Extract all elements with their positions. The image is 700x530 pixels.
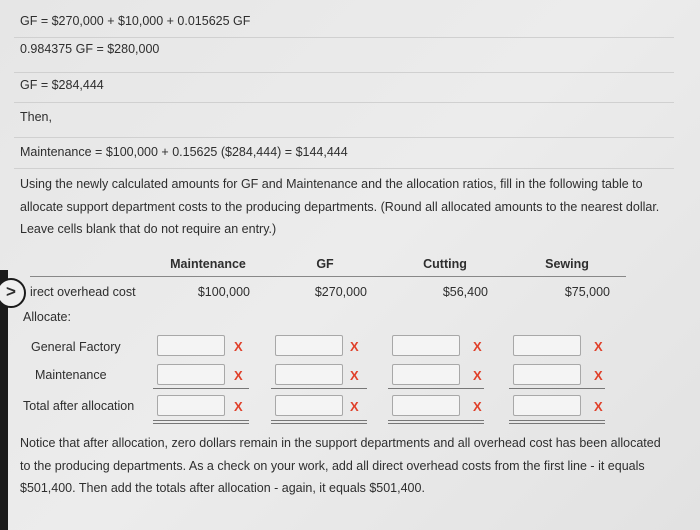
direct-gf: $270,000 [314, 285, 367, 299]
incorrect-x-icon: X [234, 368, 243, 383]
incorrect-x-icon: X [350, 368, 359, 383]
total-maintenance-input[interactable] [157, 395, 225, 416]
equation-line: 0.984375 GF = $280,000 [20, 42, 160, 56]
incorrect-x-icon: X [473, 399, 482, 414]
total-gf-input[interactable] [275, 395, 343, 416]
incorrect-x-icon: X [594, 399, 603, 414]
direct-overhead-label: irect overhead cost [30, 285, 136, 299]
header-maintenance: Maintenance [170, 257, 246, 271]
row-label-maintenance: Maintenance [35, 368, 107, 382]
maintenance-cutting-input[interactable] [392, 364, 460, 385]
header-sewing: Sewing [545, 257, 589, 271]
incorrect-x-icon: X [473, 368, 482, 383]
total-underline [153, 423, 249, 424]
header-gf: GF [316, 257, 334, 271]
then-text: Then, [20, 110, 52, 124]
notice-text: Notice that after allocation, zero dollars remain in the support departments and all overhead cost has been allocated to the producing departments. As a check on your work, add all direct overhead costs from the first line - it equals $501,400. Then add the totals after allocation - again, it equals $501,400. [20, 436, 661, 495]
maintenance-sewing-input[interactable] [513, 364, 581, 385]
total-underline [388, 420, 484, 421]
total-underline [153, 388, 249, 389]
chevron-right-icon[interactable]: > [0, 278, 26, 308]
total-cutting-input[interactable] [392, 395, 460, 416]
row-label-general-factory: General Factory [31, 340, 121, 354]
general-factory-maintenance-input[interactable] [157, 335, 225, 356]
header-cutting: Cutting [423, 257, 467, 271]
general-factory-sewing-input[interactable] [513, 335, 581, 356]
incorrect-x-icon: X [594, 368, 603, 383]
row-label-total: Total after allocation [23, 399, 135, 413]
left-edge [0, 270, 8, 530]
equation-line: GF = $284,444 [20, 78, 104, 92]
incorrect-x-icon: X [350, 339, 359, 354]
maintenance-gf-input[interactable] [275, 364, 343, 385]
total-underline [271, 420, 367, 421]
allocate-label: Allocate: [23, 310, 71, 324]
total-underline [509, 420, 605, 421]
total-underline [388, 423, 484, 424]
incorrect-x-icon: X [350, 399, 359, 414]
instructions: Using the newly calculated amounts for GF and Maintenance and the allocation ratios, fill in the following table to allocate support department costs to the producing departments. (Round all allocated amounts to the nearest dollar. Leave cells blank that do not require an entry.) [20, 177, 660, 236]
total-underline [509, 388, 605, 389]
total-underline [271, 388, 367, 389]
general-factory-cutting-input[interactable] [392, 335, 460, 356]
general-factory-gf-input[interactable] [275, 335, 343, 356]
incorrect-x-icon: X [594, 339, 603, 354]
direct-sewing: $75,000 [564, 285, 610, 299]
maintenance-maintenance-input[interactable] [157, 364, 225, 385]
total-underline [388, 388, 484, 389]
total-underline [271, 423, 367, 424]
header-rule [30, 276, 626, 277]
direct-cutting: $56,400 [442, 285, 488, 299]
equation-line: Maintenance = $100,000 + 0.15625 ($284,444) = $144,444 [20, 145, 348, 159]
incorrect-x-icon: X [234, 399, 243, 414]
total-underline [153, 420, 249, 421]
direct-maintenance: $100,000 [197, 285, 250, 299]
incorrect-x-icon: X [234, 339, 243, 354]
equation-line: GF = $270,000 + $10,000 + 0.015625 GF [20, 14, 251, 28]
total-underline [509, 423, 605, 424]
total-sewing-input[interactable] [513, 395, 581, 416]
incorrect-x-icon: X [473, 339, 482, 354]
